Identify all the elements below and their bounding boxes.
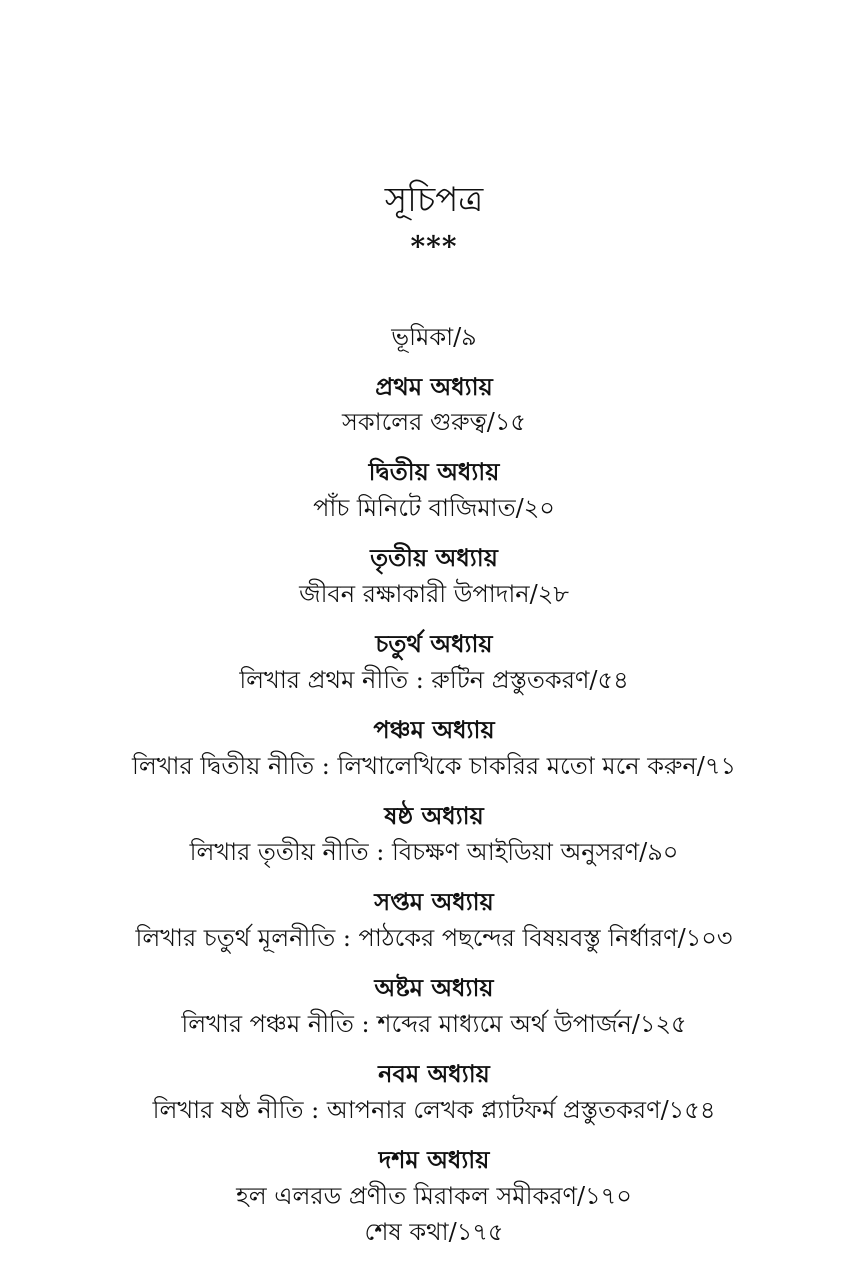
toc-entry: হল এলরড প্রণীত মিরাকল সমীকরণ/১৭০	[236, 1182, 632, 1210]
chapter-heading: চতুর্থ অধ্যায়	[375, 629, 493, 658]
toc-entry: পাঁচ মিনিটে বাজিমাত/২০	[313, 494, 555, 522]
ornament-stars: ***	[410, 230, 458, 263]
chapter-heading: দ্বিতীয় অধ্যায়	[368, 457, 500, 486]
chapter-heading: দশম অধ্যায়	[378, 1145, 490, 1174]
toc-entry-epilogue: শেষ কথা/১৭৫	[364, 1218, 504, 1246]
page-title: সূচিপত্র	[384, 180, 484, 220]
toc-entry: লিখার চতুর্থ মূলনীতি : পাঠকের পছন্দের বিষয়বস্তু নির্ধারণ/১০৩	[135, 924, 733, 952]
toc-entry-preface: ভূমিকা/৯	[391, 323, 477, 351]
toc-entry: সকালের গুরুত্ব/১৫	[342, 408, 526, 436]
toc-entry: লিখার দ্বিতীয় নীতি : লিখালেখিকে চাকরির মতো মনে করুন/৭১	[131, 752, 737, 780]
chapter-heading: ষষ্ঠ অধ্যায়	[384, 801, 484, 830]
chapter-heading: নবম অধ্যায়	[378, 1059, 490, 1088]
chapter-heading: অষ্টম অধ্যায়	[374, 973, 494, 1002]
chapter-heading: প্রথম অধ্যায়	[375, 372, 493, 401]
chapter-heading: সপ্তম অধ্যায়	[374, 887, 494, 916]
toc-entry: জীবন রক্ষাকারী উপাদান/২৮	[299, 580, 569, 608]
chapter-heading: তৃতীয় অধ্যায়	[370, 543, 498, 572]
toc-entry: লিখার ষষ্ঠ নীতি : আপনার লেখক প্ল্যাটফর্ম প্রস্তুতকরণ/১৫৪	[152, 1096, 716, 1124]
toc-entry: লিখার তৃতীয় নীতি : বিচক্ষণ আইডিয়া অনুসরণ/৯০	[189, 838, 679, 866]
chapter-heading: পঞ্চম অধ্যায়	[373, 715, 495, 744]
toc-entry: লিখার প্রথম নীতি : রুটিন প্রস্তুতকরণ/৫৪	[239, 666, 629, 694]
toc-entry: লিখার পঞ্চম নীতি : শব্দের মাধ্যমে অর্থ উপার্জন/১২৫	[181, 1010, 687, 1038]
